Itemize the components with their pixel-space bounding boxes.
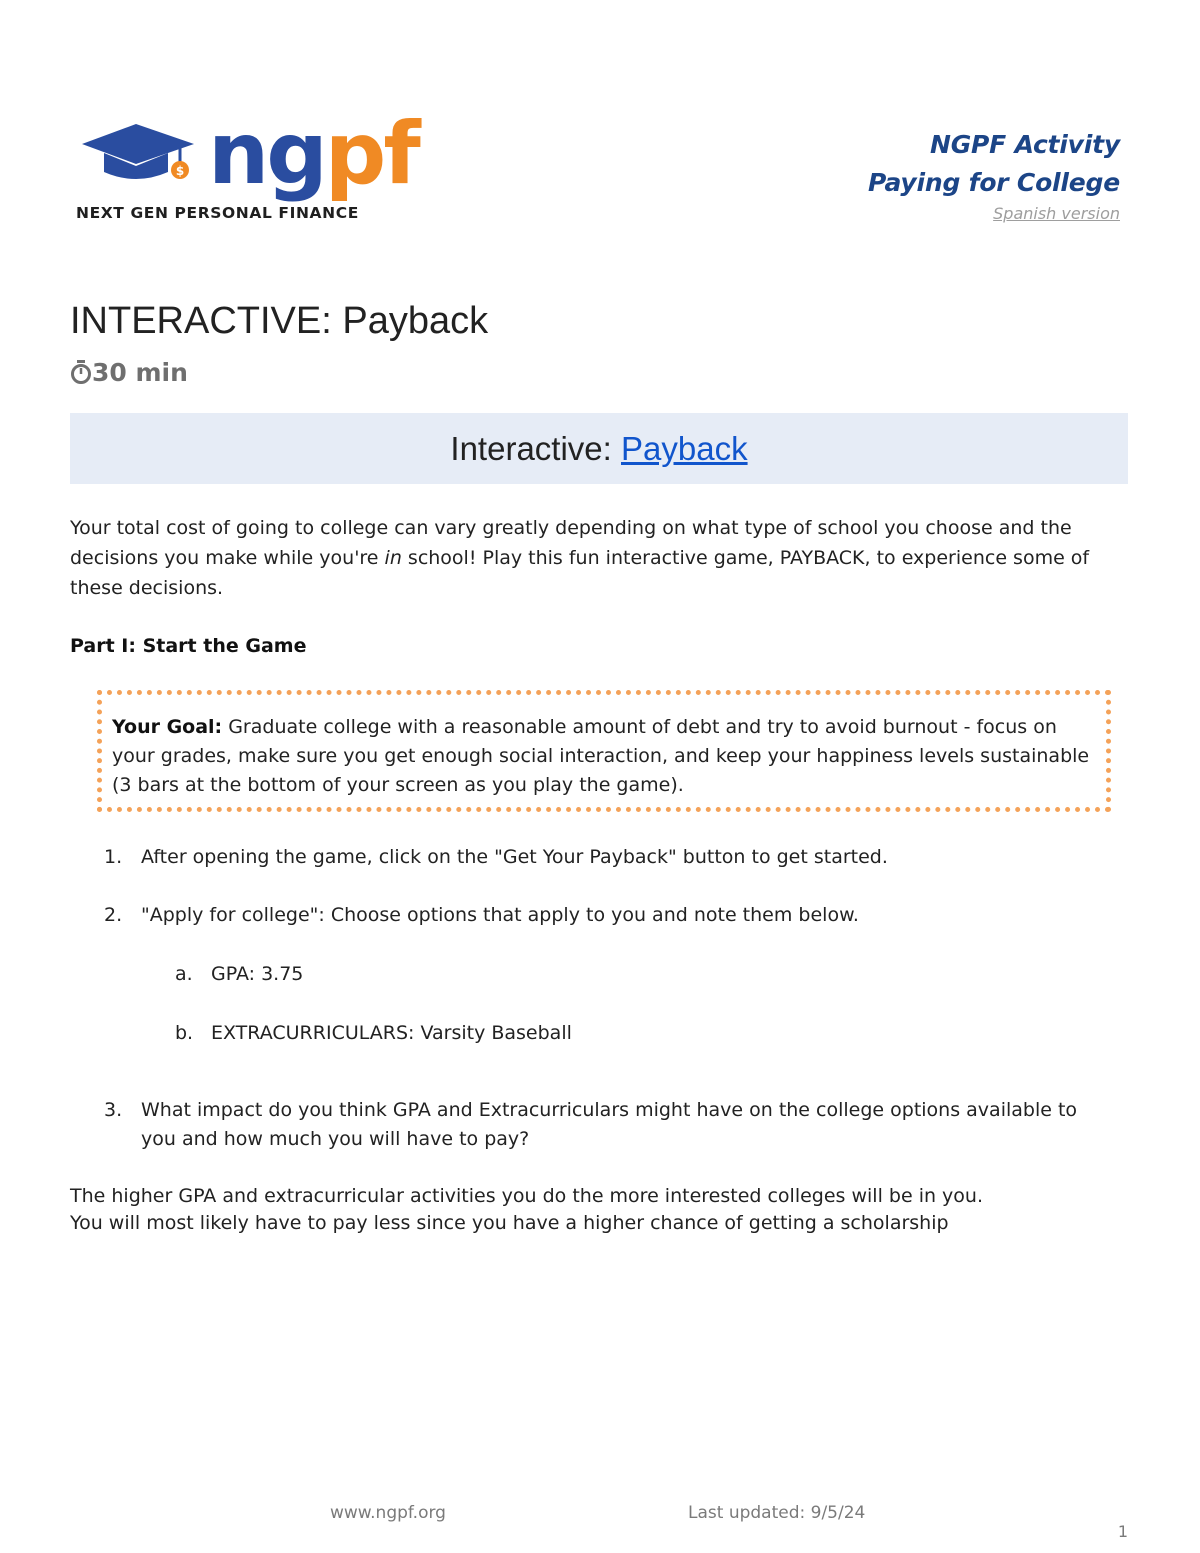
activity-header: [868, 126, 1120, 223]
payback-link[interactable]: Payback: [621, 430, 748, 467]
intro-text-2: school! Play this fun interactive game, PAYBACK, to experience some of these decisions.: [70, 547, 1090, 599]
graduation-cap-icon: [76, 122, 206, 192]
step-text: "Apply for college": Choose options that apply to you and note them below.: [141, 904, 859, 926]
step-text: After opening the game, click on the "Get Your Payback" button to get started.: [141, 846, 888, 868]
activity-label: NGPF Activity: [930, 130, 1120, 159]
intro-emphasis: in: [384, 547, 402, 569]
goal-text: Graduate college with a reasonable amount of debt and try to avoid burnout - focus on your grades, make sure you get enough social interaction, and keep your happiness levels sustainable (3 bars at the bottom of your screen as you play the game).: [112, 716, 1090, 796]
step-number: 2.: [104, 904, 123, 926]
intro-paragraph: [70, 513, 1130, 603]
svg-text:$: $: [175, 164, 185, 178]
sub-step-letter: b.: [175, 1022, 194, 1044]
sub-step-text: EXTRACURRICULARS: Varsity Baseball: [211, 1022, 572, 1044]
duration-text: 30 min: [92, 358, 188, 387]
goal-label: Your Goal:: [112, 716, 223, 738]
interactive-banner: [70, 413, 1128, 484]
unit-name: Paying for College: [867, 168, 1120, 197]
intro-text-1: Your total cost of going to college can vary greatly depending on what type of school you choose and the decisions you make while you're: [70, 517, 1072, 569]
step-number: 1.: [104, 846, 123, 868]
sub-step-text: GPA: 3.75: [211, 963, 304, 985]
page-number: 1: [1117, 1522, 1128, 1541]
duration: [70, 358, 188, 387]
logo-tagline: NEXT GEN PERSONAL FINANCE: [76, 204, 359, 222]
website-link[interactable]: www.ngpf.org: [330, 1503, 446, 1523]
sub-step-letter: a.: [175, 963, 193, 985]
page-title: INTERACTIVE: Payback: [70, 300, 489, 342]
part-heading: Part I: Start the Game: [70, 635, 307, 657]
goal-box: [97, 690, 1111, 812]
last-updated: Last updated: 9/5/24: [688, 1503, 866, 1523]
ngpf-logo: [76, 104, 418, 225]
banner-prefix: Interactive:: [450, 430, 612, 467]
spanish-version-link[interactable]: Spanish version: [993, 204, 1120, 223]
student-answer[interactable]: The higher GPA and extracurricular activities you do the more interested colleges will be in you. You will most likely have to pay less since you have a higher chance of getting a scholarship: [70, 1185, 984, 1234]
step-number: 3.: [104, 1099, 123, 1121]
step-text: What impact do you think GPA and Extracurriculars might have on the college options available to you and how much you will have to pay?: [141, 1099, 1078, 1150]
stopwatch-icon: [70, 360, 92, 384]
logo-wordmark: ngpf: [208, 104, 418, 204]
clipped-text-fragment: [176, 1053, 246, 1061]
